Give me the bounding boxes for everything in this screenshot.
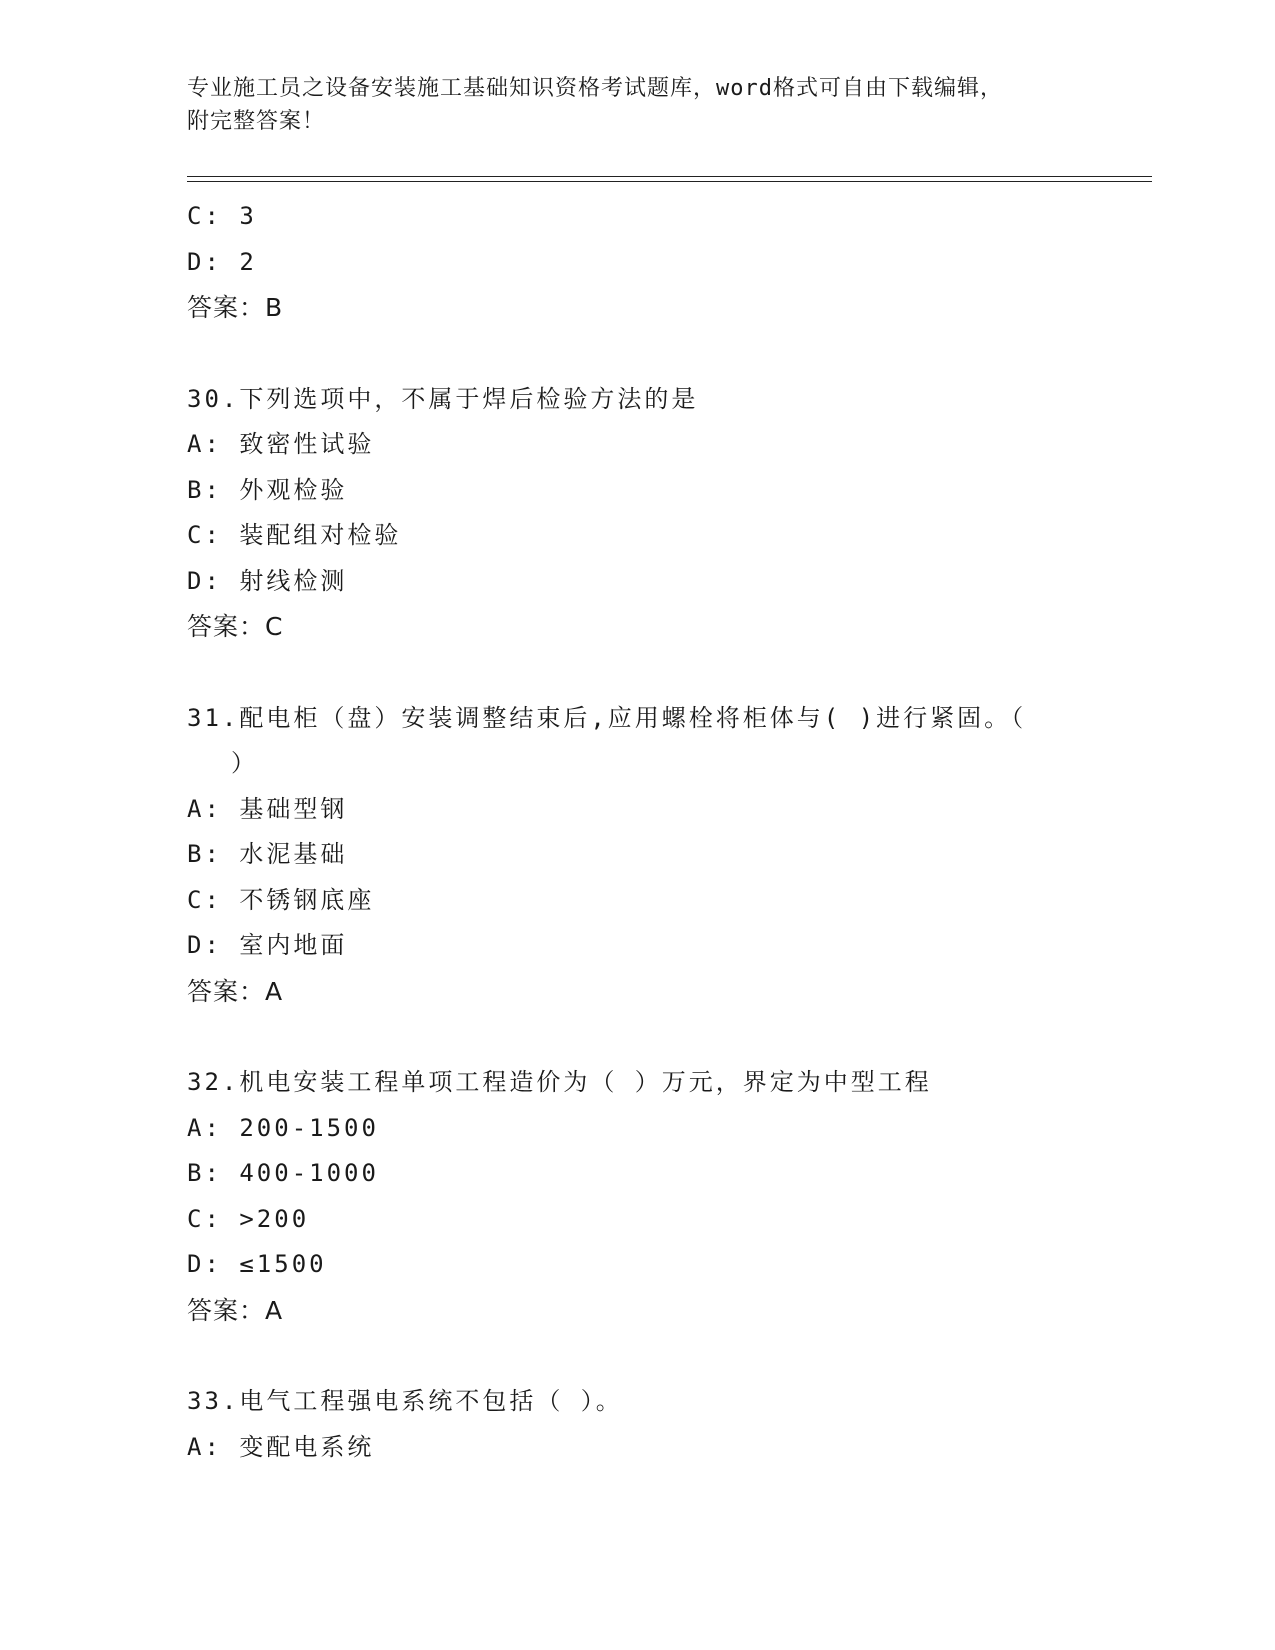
header-divider-bottom <box>187 181 1152 182</box>
option-c: C: 装配组对检验 <box>187 521 402 549</box>
option-d: D: 射线检测 <box>187 566 348 595</box>
question-stem-31: 31.配电柜（盘）安装调整结束后,应用螺栓将柜体与( )进行紧固。（ <box>187 703 1027 732</box>
header-title-line2: 附完整答案！ <box>187 109 326 134</box>
option-d: D: 2 <box>187 247 257 276</box>
question-stem-31-cont: ） <box>231 749 258 777</box>
option-a: A: 200-1500 <box>187 1113 379 1142</box>
option-c: C: 3 <box>187 202 257 230</box>
answer: 答案：C <box>187 612 284 641</box>
option-a: A: 基础型钢 <box>187 794 348 823</box>
option-d: D: 室内地面 <box>187 931 348 959</box>
question-stem-32: 32.机电安装工程单项工程造价为（ ）万元，界定为中型工程 <box>187 1068 932 1096</box>
option-a: A: 致密性试验 <box>187 430 375 458</box>
header-divider-top <box>187 176 1152 177</box>
option-a: A: 变配电系统 <box>187 1432 375 1461</box>
answer: 答案：A <box>187 1295 284 1325</box>
option-b: B: 400-1000 <box>187 1159 379 1187</box>
option-c: C: 不锈钢底座 <box>187 885 375 914</box>
option-b: B: 水泥基础 <box>187 840 348 868</box>
question-stem-30: 30.下列选项中，不属于焊后检验方法的是 <box>187 384 699 413</box>
question-stem-33: 33.电气工程强电系统不包括（ ）。 <box>187 1387 623 1415</box>
document-header <box>187 72 1087 138</box>
option-b: B: 外观检验 <box>187 475 348 504</box>
answer: 答案：A <box>187 976 284 1006</box>
option-d: D: ≤1500 <box>187 1250 327 1278</box>
option-c: C: >200 <box>187 1204 310 1233</box>
answer: 答案：B <box>187 293 284 322</box>
question-list <box>187 194 1087 1470</box>
header-title-line1: 专业施工员之设备安装施工基础知识资格考试题库，word格式可自由下载编辑， <box>187 76 1003 101</box>
